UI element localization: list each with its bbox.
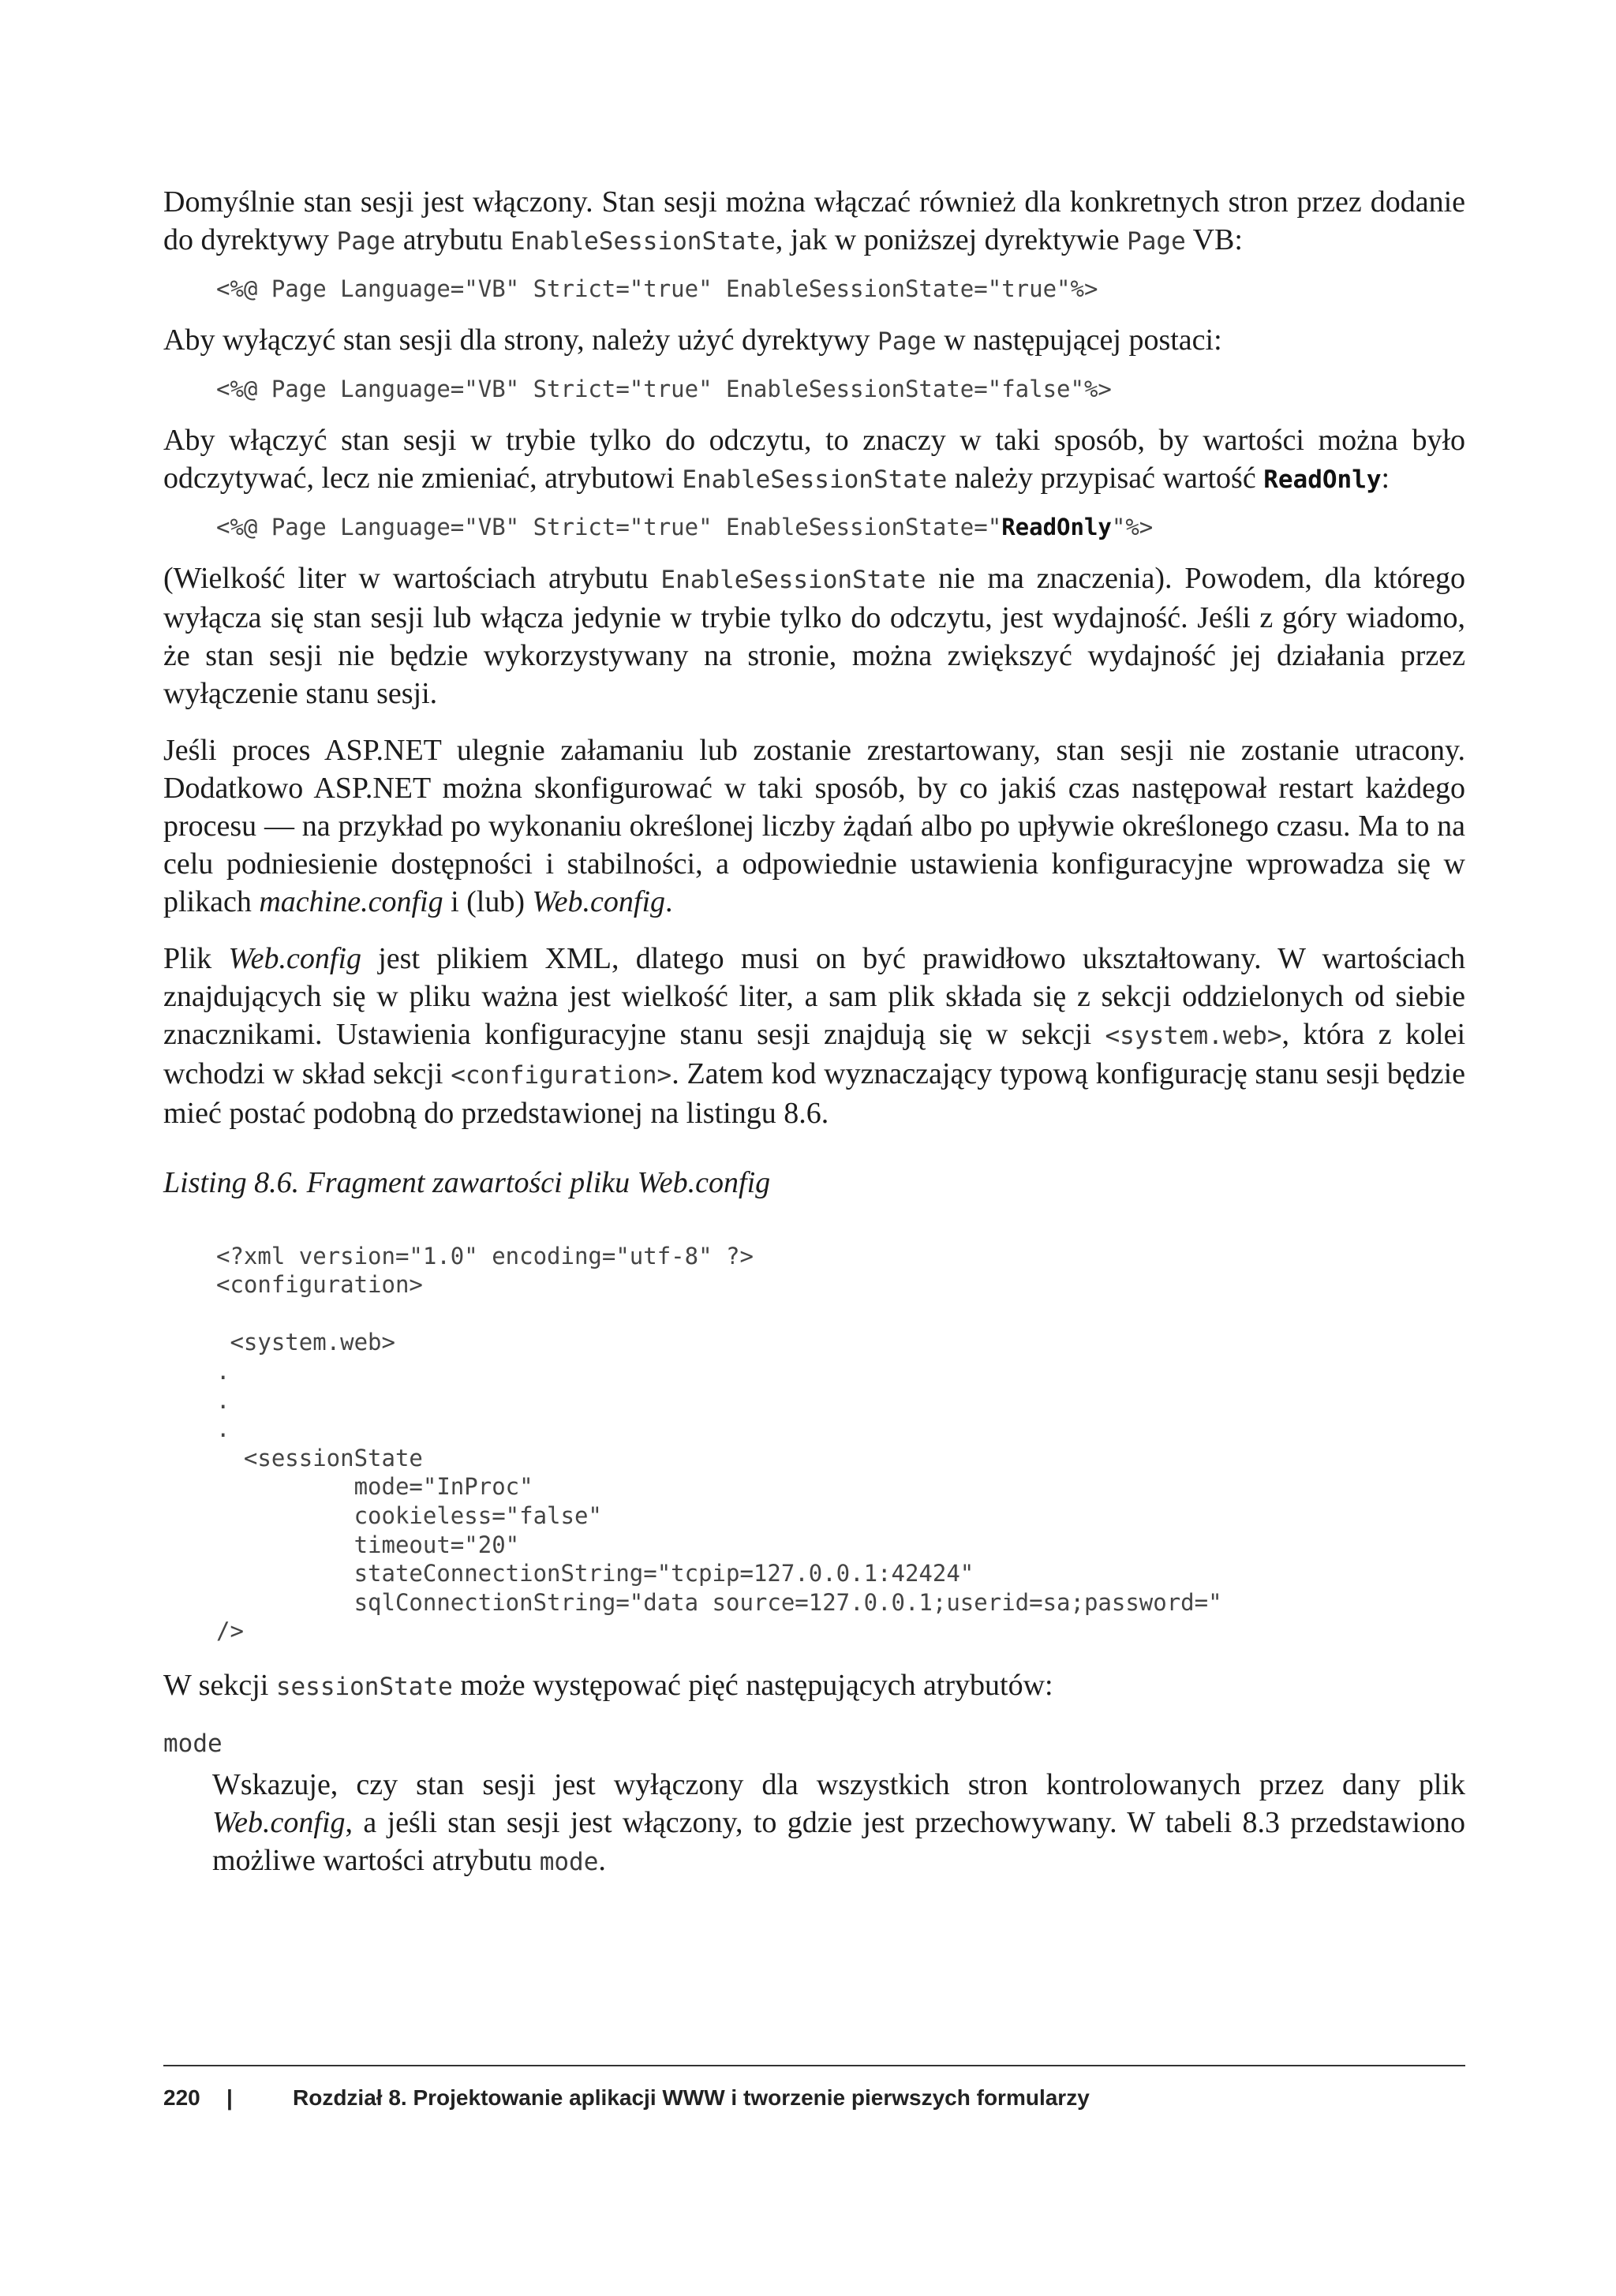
inline-code: sessionState <box>275 1672 453 1701</box>
code-listing <box>216 1213 1465 1646</box>
listing-line: mode="InProc" <box>216 1473 533 1501</box>
page-footer <box>163 2065 1465 2111</box>
listing-caption: Listing 8.6. Fragment zawartości pliku Web.config <box>163 1166 771 1199</box>
inline-code: <system.web> <box>1105 1022 1282 1050</box>
code-bold: ReadOnly <box>1001 514 1112 540</box>
code-example-1: <%@ Page Language="VB" Strict="true" EnableSessionState="true"%> <box>216 275 1098 302</box>
listing-line: cookieless="false" <box>216 1501 602 1529</box>
inline-code: EnableSessionState <box>660 566 926 594</box>
page-body <box>163 183 1465 1881</box>
paragraph-2: Aby wyłączyć stan sesji dla strony, należy użyć dyrektywy Page w następującej postaci: <box>163 323 1222 357</box>
listing-line: . <box>216 1386 230 1414</box>
paragraph-5: Jeśli proces ASP.NET ulegnie załamaniu lub zostanie zrestartowany, stan sesji nie zostanie utracony. Dodatkowo ASP.NET można skonfigurować w taki sposób, by co jakiś czas następował restart każdego procesu — na przykład po wykonaniu określonej liczby żądań albo po upływie określonego czasu. Ma to na celu podniesienie dostępności i stabilności, a odpowiednie ustawienia konfiguracyjne wprowadza się w plikach machine.config i (lub) Web.config. <box>163 734 1465 918</box>
file-name: machine.config <box>259 885 443 918</box>
chapter-title: Rozdział 8. Projektowanie aplikacji WWW i tworzenie pierwszych formularzy <box>293 2085 1090 2110</box>
inline-code: Page <box>877 327 937 356</box>
paragraph-6: Plik Web.config jest plikiem XML, dlatego musi on być prawidłowo ukształtowany. W wartościach znajdujących się w pliku ważna jest wielkość liter, a sam plik składa się z sekcji oddzielonych od siebie znacznikami. Ustawienia konfiguracyjne stanu sesji znajdują się w sekcji <system.web>, która z kolei wchodzi w skład sekcji <configuration>. Zatem kod wyznaczający typową konfigurację stanu sesji będzie mieć postać podobną do przedstawionej na listingu 8.6. <box>163 942 1465 1130</box>
paragraph-7: W sekcji sessionState może występować pięć następujących atrybutów: <box>163 1668 1053 1702</box>
paragraph-4: (Wielkość liter w wartościach atrybutu EnableSessionState nie ma znaczenia). Powodem, dla którego wyłącza się stan sesji lub włącza jedynie w trybie tylko do odczytu, jest wydajność. Jeśli z góry wiadomo, że stan sesji nie będzie wykorzystywany na stronie, można zwiększyć wydajność jej działania przez wyłączenie stanu sesji. <box>163 562 1465 710</box>
listing-line: <configuration> <box>216 1271 423 1299</box>
inline-code: Page <box>336 227 396 256</box>
listing-line <box>216 1299 1465 1329</box>
listing-line: <?xml version="1.0" encoding="utf-8" ?> <box>216 1242 754 1270</box>
listing-line: . <box>216 1357 230 1385</box>
inline-code: EnableSessionState <box>510 227 776 256</box>
page-number: 220 <box>163 2085 200 2110</box>
code-example-3: <%@ Page Language="VB" Strict="true" EnableSessionState="ReadOnly"%> <box>216 514 1154 540</box>
footer-separator: | <box>226 2085 233 2110</box>
definition-description: Wskazuje, czy stan sesji jest wyłączony dla wszystkich stron kontrolowanych przez dany plik Web.config, a jeśli stan sesji jest włączony, to gdzie jest przechowywany. W tabeli 8.3 przedstawiono możliwe wartości atrybutu mode. <box>212 1767 1465 1877</box>
file-name: Web.config <box>212 1805 346 1839</box>
inline-code: <configuration> <box>451 1061 672 1090</box>
paragraph-3: Aby włączyć stan sesji w trybie tylko do odczytu, to znaczy w taki sposób, by wartości można było odczytywać, lecz nie zmieniać, atrybutowi EnableSessionState należy przypisać wartość ReadOnly: <box>163 424 1465 495</box>
inline-code: Page <box>1127 227 1186 256</box>
paragraph-1: Domyślnie stan sesji jest włączony. Stan sesji można włączać również dla konkretnych stron przez dodanie do dyrektywy Page atrybutu EnableSessionState, jak w poniższej dyrektywie Page VB: <box>163 185 1465 256</box>
listing-line: sqlConnectionString="data source=127.0.0.1;userid=sa;password=" <box>216 1588 1222 1616</box>
inline-code-bold: ReadOnly <box>1263 466 1382 494</box>
file-name: Web.config <box>228 942 361 975</box>
listing-line: /> <box>216 1617 244 1645</box>
listing-line: timeout="20" <box>216 1531 520 1558</box>
code-example-2: <%@ Page Language="VB" Strict="true" EnableSessionState="false"%> <box>216 376 1112 402</box>
file-name: Web.config <box>532 885 666 918</box>
listing-line: <system.web> <box>216 1329 395 1356</box>
inline-code: EnableSessionState <box>682 466 948 494</box>
listing-line: . <box>216 1415 230 1443</box>
listing-line: <sessionState <box>216 1444 423 1471</box>
definition-term: mode <box>163 1729 223 1758</box>
listing-line: stateConnectionString="tcpip=127.0.0.1:42424" <box>216 1560 974 1587</box>
inline-code: mode <box>539 1847 599 1876</box>
